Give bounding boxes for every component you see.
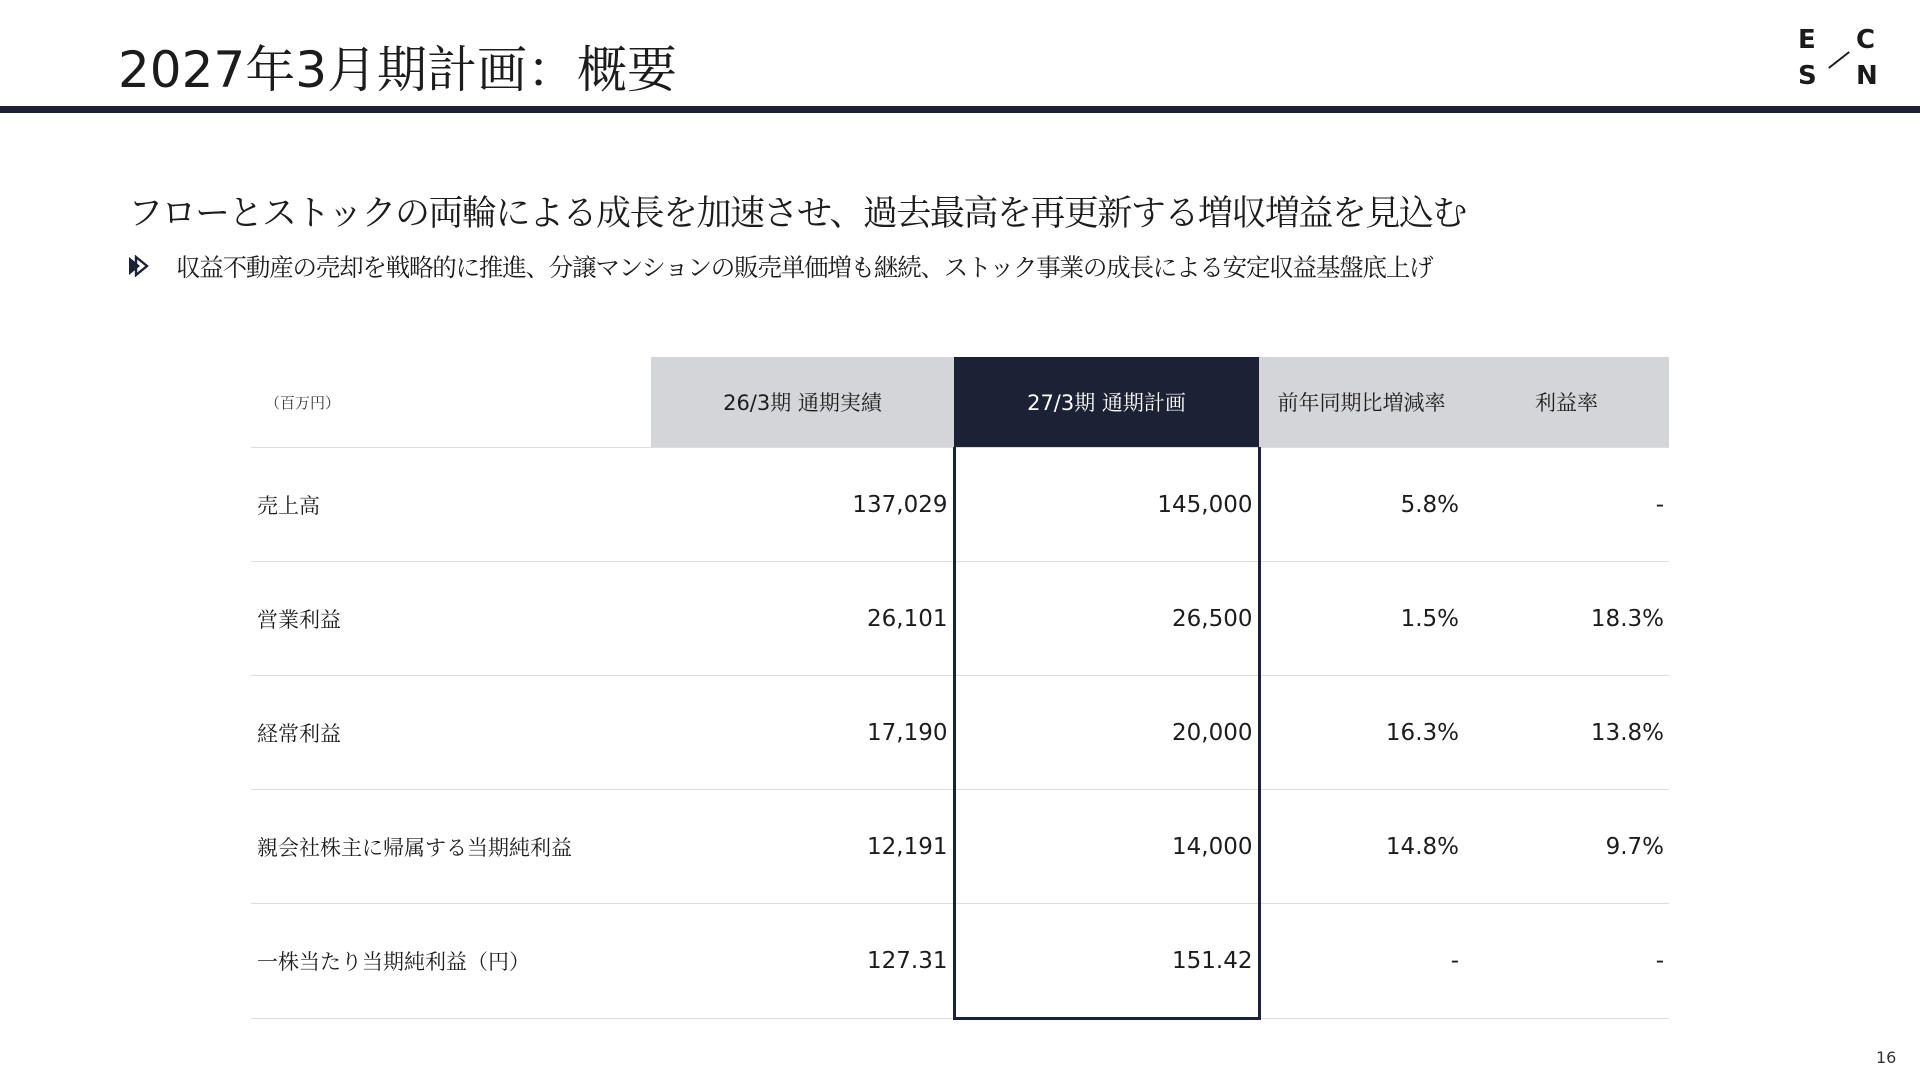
row-label: 一株当たり当期純利益（円） xyxy=(251,904,651,1019)
actual-value: 127.31 xyxy=(651,904,954,1019)
bullet-text: 収益不動産の売却を戦略的に推進、分譲マンションの販売単価増も継続、ストック事業の成長による安定収益基盤底上げ xyxy=(176,252,1433,282)
table-row xyxy=(251,790,1669,904)
row-label: 経常利益 xyxy=(251,676,651,790)
column-header-actual: 26/3期 通期実績 xyxy=(651,357,954,448)
column-header-margin: 利益率 xyxy=(1464,357,1669,448)
page-number: 16 xyxy=(1876,1048,1897,1067)
column-header-yoy: 前年同期比増減率 xyxy=(1259,357,1464,448)
company-logo xyxy=(1796,27,1880,91)
plan-value: 151.42 xyxy=(954,904,1259,1019)
table-row xyxy=(251,676,1669,790)
actual-value: 12,191 xyxy=(651,790,954,904)
table-header-row xyxy=(251,357,1669,448)
table-row xyxy=(251,904,1669,1019)
actual-value: 137,029 xyxy=(651,448,954,562)
row-label: 売上高 xyxy=(251,448,651,562)
plan-value: 26,500 xyxy=(954,562,1259,676)
margin-value: 18.3% xyxy=(1464,562,1669,676)
logo-slash xyxy=(1828,51,1850,69)
margin-value: 13.8% xyxy=(1464,676,1669,790)
table-row xyxy=(251,562,1669,676)
table-row xyxy=(251,448,1669,562)
logo-letter-s: S xyxy=(1798,61,1817,91)
actual-value: 26,101 xyxy=(651,562,954,676)
plan-value: 20,000 xyxy=(954,676,1259,790)
yoy-value: 16.3% xyxy=(1259,676,1464,790)
yoy-value: 14.8% xyxy=(1259,790,1464,904)
double-play-arrow-icon xyxy=(128,255,154,277)
plan-value: 14,000 xyxy=(954,790,1259,904)
plan-value: 145,000 xyxy=(954,448,1259,562)
financial-plan-table xyxy=(251,357,1669,1020)
page-title: 2027年3月期計画：概要 xyxy=(118,41,678,99)
column-header-plan: 27/3期 通期計画 xyxy=(954,357,1259,448)
margin-value: - xyxy=(1464,448,1669,562)
header-divider xyxy=(0,106,1920,113)
margin-value: - xyxy=(1464,904,1669,1019)
row-label: 親会社株主に帰属する当期純利益 xyxy=(251,790,651,904)
row-label: 営業利益 xyxy=(251,562,651,676)
yoy-value: 5.8% xyxy=(1259,448,1464,562)
bullet-point xyxy=(128,250,1432,282)
yoy-value: - xyxy=(1259,904,1464,1019)
margin-value: 9.7% xyxy=(1464,790,1669,904)
logo-letter-n: N xyxy=(1856,61,1878,91)
actual-value: 17,190 xyxy=(651,676,954,790)
logo-letter-e: E xyxy=(1798,25,1816,55)
unit-label: （百万円） xyxy=(251,357,651,448)
headline: フローとストックの両輪による成長を加速させ、過去最高を再更新する増収増益を見込む xyxy=(128,194,1466,234)
yoy-value: 1.5% xyxy=(1259,562,1464,676)
logo-letter-c: C xyxy=(1856,25,1876,55)
